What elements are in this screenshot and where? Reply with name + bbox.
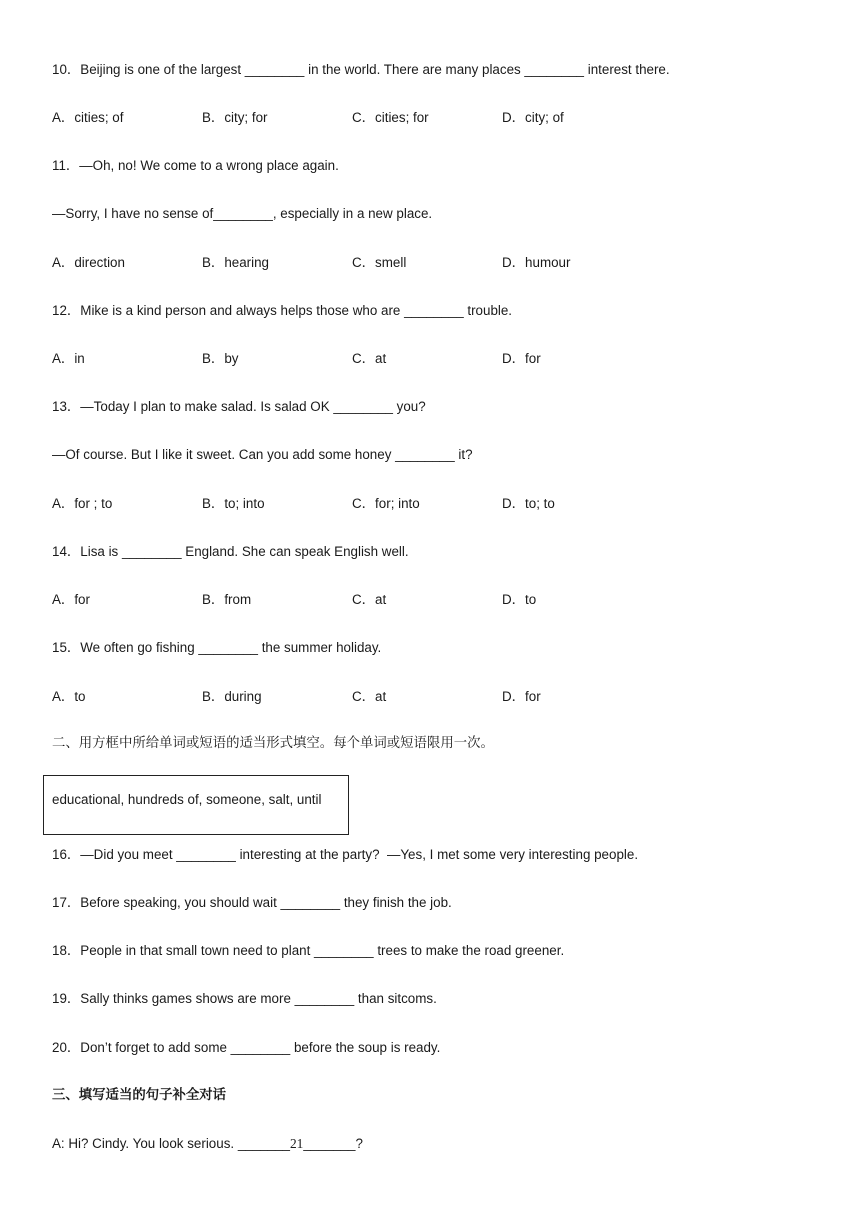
- question-10-option-d: D．city; of: [502, 110, 564, 125]
- question-10-option-b: B．city; for: [202, 110, 268, 125]
- question-19: 19．Sally thinks games shows are more ________ than sitcoms.: [52, 991, 437, 1006]
- word-bank-words: educational, hundreds of, someone, salt, until: [52, 792, 322, 807]
- dialogue-line-21-prefix: A: Hi? Cindy. You look serious. _______: [52, 1136, 290, 1151]
- question-12-option-d: D．for: [502, 351, 541, 366]
- dialogue-line-21: [52, 1135, 363, 1153]
- question-13-stem-reply: —Of course. But I like it sweet. Can you add some honey ________ it?: [52, 447, 473, 462]
- blank-number-21: 21: [289, 1136, 304, 1151]
- question-14-option-d: D．to: [502, 592, 537, 607]
- question-17: 17．Before speaking, you should wait ________ they finish the job.: [52, 895, 452, 910]
- question-12-stem: 12．Mike is a kind person and always helps those who are ________ trouble.: [52, 303, 513, 318]
- question-14-stem: 14．Lisa is ________ England. She can speak English well.: [52, 544, 409, 559]
- question-14-option-a: A．for: [52, 592, 90, 607]
- question-11-option-a: A．direction: [52, 255, 125, 270]
- question-11-option-c: C．smell: [352, 255, 407, 270]
- question-15-option-a: A．to: [52, 689, 86, 704]
- question-18: 18．People in that small town need to plant ________ trees to make the road greener.: [52, 943, 565, 958]
- section-3-heading: 三、填写适当的句子补全对话: [52, 1088, 227, 1103]
- question-14-option-b: B．from: [202, 592, 252, 607]
- question-11-stem: 11．—Oh, no! We come to a wrong place again.: [52, 158, 339, 173]
- question-12-option-a: A．in: [52, 351, 85, 366]
- question-15-option-c: C．at: [352, 689, 387, 704]
- question-13-option-d: D．to; to: [502, 496, 555, 511]
- question-11-option-b: B．hearing: [202, 255, 269, 270]
- question-13-option-c: C．for; into: [352, 496, 420, 511]
- question-13-option-a: A．for ; to: [52, 496, 113, 511]
- question-14-option-c: C．at: [352, 592, 387, 607]
- question-16: 16．—Did you meet ________ interesting at the party? —Yes, I met some very interesting people.: [52, 847, 639, 862]
- question-15-option-b: B．during: [202, 689, 262, 704]
- question-20: 20．Don’t forget to add some ________ before the soup is ready.: [52, 1040, 441, 1055]
- question-12-option-c: C．at: [352, 351, 387, 366]
- word-bank-box: [43, 775, 349, 835]
- question-13-stem: 13．—Today I plan to make salad. Is salad OK ________ you?: [52, 399, 426, 414]
- question-15-option-d: D．for: [502, 689, 541, 704]
- question-10-option-c: C．cities; for: [352, 110, 429, 125]
- question-13-option-b: B．to; into: [202, 496, 265, 511]
- question-15-stem: 15．We often go fishing ________ the summer holiday.: [52, 640, 382, 655]
- question-10-option-a: A．cities; of: [52, 110, 124, 125]
- dialogue-line-21-suffix: _______?: [303, 1136, 363, 1151]
- question-12-option-b: B．by: [202, 351, 239, 366]
- question-11-option-d: D．humour: [502, 255, 571, 270]
- question-11-stem-reply: —Sorry, I have no sense of________, especially in a new place.: [52, 206, 433, 221]
- section-2-heading: 二、用方框中所给单词或短语的适当形式填空。每个单词或短语限用一次。: [52, 736, 494, 751]
- question-10-stem: 10．Beijing is one of the largest ________ in the world. There are many places ________ interest there.: [52, 62, 670, 77]
